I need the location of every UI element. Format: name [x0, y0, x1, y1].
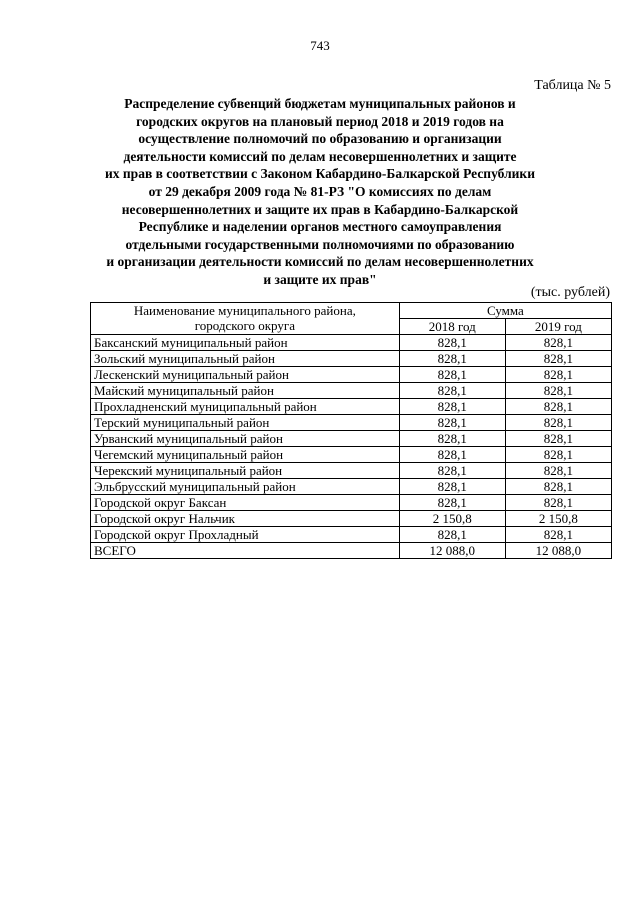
row-value-2019: 828,1: [505, 527, 611, 543]
row-value-2018: 828,1: [399, 383, 505, 399]
title-line: Республике и наделении органов местного самоуправления: [138, 219, 502, 235]
row-value-2019: 2 150,8: [505, 511, 611, 527]
title-line: городских округов на плановый период 2018 и 2019 годов на: [136, 113, 504, 129]
row-value-2019: 828,1: [505, 415, 611, 431]
row-name: Зольский муниципальный район: [91, 351, 400, 367]
row-name: Городской округ Нальчик: [91, 511, 400, 527]
row-name: Городской округ Прохладный: [91, 527, 400, 543]
row-value-2018: 12 088,0: [399, 543, 505, 559]
row-value-2019: 828,1: [505, 399, 611, 415]
header-name: [91, 303, 400, 335]
table-row: [91, 527, 612, 543]
row-name: Городской округ Баксан: [91, 495, 400, 511]
row-name: Баксанский муниципальный район: [91, 335, 400, 351]
row-value-2018: 828,1: [399, 431, 505, 447]
table-row: [91, 351, 612, 367]
header-sum: Сумма: [399, 303, 611, 319]
table-body: [91, 335, 612, 559]
row-value-2019: 828,1: [505, 367, 611, 383]
row-value-2018: 828,1: [399, 367, 505, 383]
header-name-line2: городского округа: [194, 318, 295, 333]
table-label: Таблица № 5: [534, 78, 611, 93]
table-row: [91, 511, 612, 527]
row-value-2019: 828,1: [505, 495, 611, 511]
row-name: Урванский муниципальный район: [91, 431, 400, 447]
title-line: и защите их прав": [263, 271, 377, 287]
title-line: деятельности комиссий по делам несовершеннолетних и защите: [123, 148, 517, 164]
row-name: Чегемский муниципальный район: [91, 447, 400, 463]
row-value-2019: 828,1: [505, 335, 611, 351]
title-line: отдельными государственными полномочиями по образованию: [125, 236, 515, 252]
row-value-2019: 828,1: [505, 431, 611, 447]
row-value-2018: 828,1: [399, 335, 505, 351]
row-name: Черекский муниципальный район: [91, 463, 400, 479]
row-value-2019: 828,1: [505, 479, 611, 495]
table-row: [91, 383, 612, 399]
row-value-2018: 828,1: [399, 399, 505, 415]
row-value-2018: 828,1: [399, 351, 505, 367]
row-value-2019: 828,1: [505, 351, 611, 367]
header-name-line1: Наименование муниципального района,: [133, 303, 356, 318]
row-value-2018: 828,1: [399, 527, 505, 543]
table-row: [91, 415, 612, 431]
row-name: Прохладненский муниципальный район: [91, 399, 400, 415]
table-row: [91, 495, 612, 511]
row-value-2019: 12 088,0: [505, 543, 611, 559]
page-number: 743: [310, 38, 330, 53]
row-name: Эльбрусский муниципальный район: [91, 479, 400, 495]
title-line: несовершеннолетних и защите их прав в Кабардино-Балкарской: [121, 201, 519, 217]
title-line: от 29 декабря 2009 года № 81-РЗ "О комиссиях по делам: [148, 183, 492, 199]
table-row: [91, 463, 612, 479]
row-name: ВСЕГО: [91, 543, 400, 559]
table-row: [91, 447, 612, 463]
row-value-2019: 828,1: [505, 447, 611, 463]
row-value-2019: 828,1: [505, 383, 611, 399]
document-title: [80, 95, 560, 289]
table-row: [91, 367, 612, 383]
table-row: [91, 543, 612, 559]
title-line: и организации деятельности комиссий по делам несовершеннолетних: [106, 254, 534, 270]
units-note: (тыс. рублей): [530, 285, 610, 300]
title-line: осуществление полномочий по образованию и организации: [138, 131, 502, 147]
row-value-2018: 828,1: [399, 495, 505, 511]
row-name: Майский муниципальный район: [91, 383, 400, 399]
header-year-2018: 2018 год: [399, 319, 505, 335]
row-value-2018: 828,1: [399, 415, 505, 431]
header-year-2019: 2019 год: [505, 319, 611, 335]
row-value-2018: 828,1: [399, 463, 505, 479]
title-line: их прав в соответствии с Законом Кабардино-Балкарской Республики: [105, 166, 535, 182]
table-row: [91, 479, 612, 495]
title-line: Распределение субвенций бюджетам муниципальных районов и: [124, 96, 516, 111]
row-value-2018: 2 150,8: [399, 511, 505, 527]
row-value-2018: 828,1: [399, 479, 505, 495]
table-row: [91, 335, 612, 351]
table-header-row: [91, 303, 612, 319]
subvention-table: [90, 302, 612, 559]
table-row: [91, 399, 612, 415]
row-name: Лескенский муниципальный район: [91, 367, 400, 383]
row-value-2018: 828,1: [399, 447, 505, 463]
row-name: Терский муниципальный район: [91, 415, 400, 431]
row-value-2019: 828,1: [505, 463, 611, 479]
table-row: [91, 431, 612, 447]
